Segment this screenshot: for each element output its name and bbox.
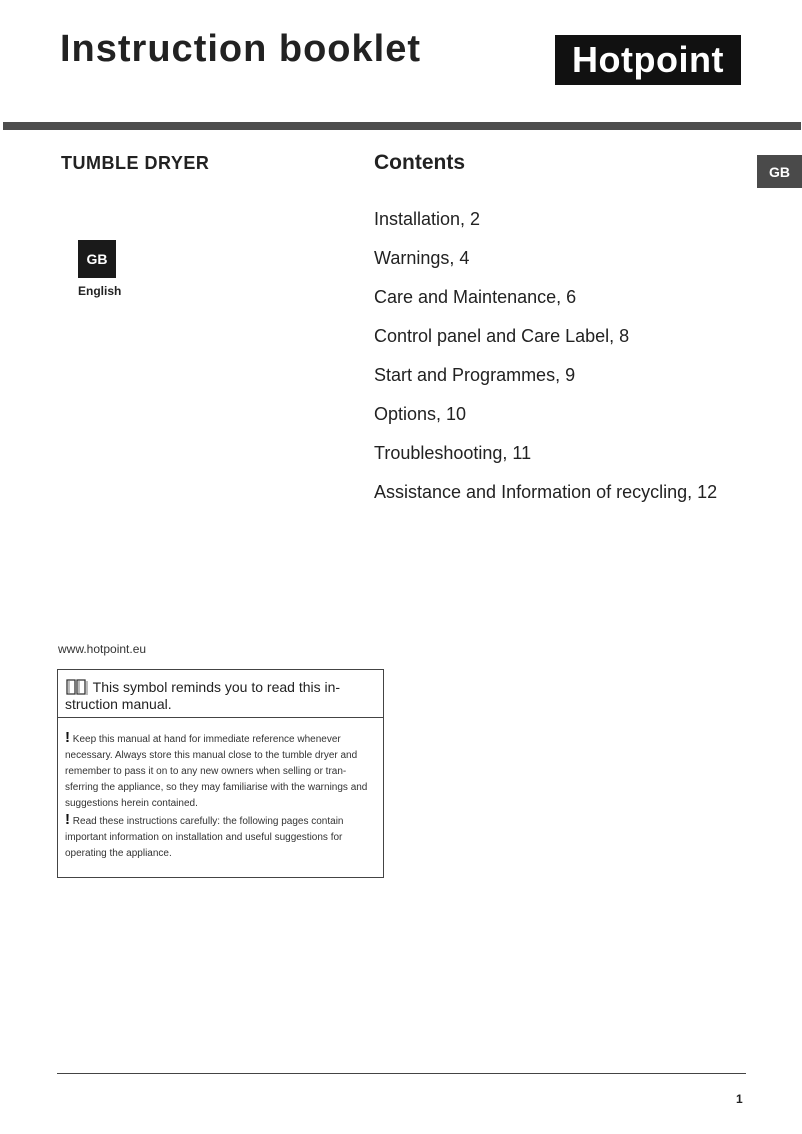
toc-item: Care and Maintenance, 6 (374, 287, 577, 307)
notice-text: Read these instructions carefully: the following pages contain important information on installation and useful suggestions for operating the appliance. (65, 816, 344, 859)
notice-text: Keep this manual at hand for immediate reference whenever necessary. Always store this manual close to the tumble dryer and remember to pass it on to any new owners when selling or tran-sferring the appliance, so they may familiarise with the warnings and suggestions herein contained. (65, 734, 368, 809)
hotpoint-logo: Hotpoint (555, 35, 741, 85)
notice-paragraph (65, 730, 375, 812)
toc-item: Start and Programmes, 9 (374, 365, 576, 385)
contents-heading: Contents (374, 151, 465, 174)
warning-mark: ! (65, 811, 70, 828)
page-number: 1 (736, 1092, 743, 1106)
page-title: Instruction booklet (60, 28, 421, 70)
symbol-note-text: This symbol reminds you to read this in-struction manual. (65, 679, 341, 712)
website-link: www.hotpoint.eu (58, 642, 147, 656)
language-tab: GB (757, 155, 802, 188)
notice-box (57, 669, 384, 878)
toc-item: Troubleshooting, 11 (374, 443, 532, 463)
header-divider (3, 122, 801, 130)
toc-item: Warnings, 4 (374, 248, 470, 268)
toc-item: Control panel and Care Label, 8 (374, 326, 630, 346)
toc-item: Assistance and Information of recycling, 12 (374, 482, 718, 502)
warning-mark: ! (65, 729, 70, 746)
notice-paragraph (65, 812, 375, 862)
product-name: TUMBLE DRYER (61, 153, 210, 173)
language-label: English (78, 284, 122, 298)
book-icon (65, 679, 89, 695)
toc-item: Installation, 2 (374, 209, 481, 229)
footer-divider (57, 1073, 746, 1074)
symbol-note (58, 670, 383, 718)
toc-item: Options, 10 (374, 404, 467, 424)
country-badge: GB (78, 240, 116, 278)
